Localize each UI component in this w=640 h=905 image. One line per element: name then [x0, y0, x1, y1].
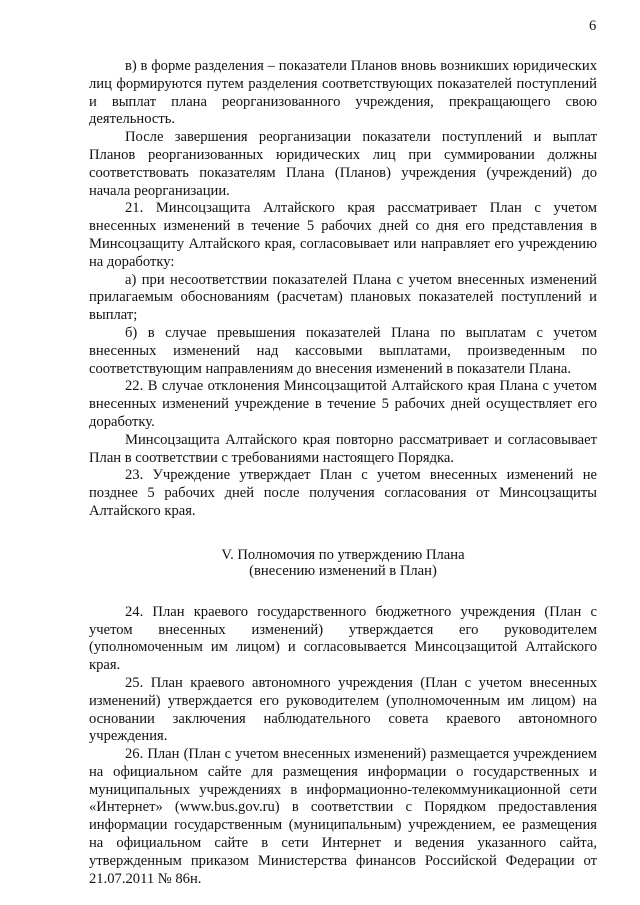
paragraph-21-b: б) в случае превышения показателей Плана по выплатам с учетом внесенных изменений над кассовыми выплатами, произведенным по соответствующим направлениям до внесения изменений в показатели Плана.: [89, 324, 597, 377]
section-title: [89, 547, 597, 580]
section-title-line2: (внесению изменений в План): [249, 563, 437, 580]
paragraph-21-a: а) при несоответствии показателей Плана с учетом внесенных изменений прилагаемым обоснованиям (расчетам) плановых показателей поступлений и выплат;: [89, 271, 597, 324]
paragraph-23: 23. Учреждение утверждает План с учетом внесенных изменений не позднее 5 рабочих дней после получения согласования от Минсоцзащиты Алтайского края.: [89, 467, 597, 519]
page-number: 6: [589, 18, 597, 34]
paragraph-after-reorg: После завершения реорганизации показатели поступлений и выплат Планов реорганизованных юридических лиц при суммировании должны соответствовать показателям Плана (Планов) учреждения (учреждений) до начала реорганизации.: [89, 129, 597, 199]
paragraph-21: 21. Минсоцзащита Алтайского края рассматривает План с учетом внесенных изменений в течение 5 рабочих дней со дня его представления в Минсоцзащиту Алтайского края, согласовывает или направляет его учреждению на доработку:: [89, 200, 597, 270]
paragraph-25: 25. План краевого автономного учреждения (План с учетом внесенных изменений) утверждается его руководителем (уполномоченным им лицом) на основании заключения наблюдательного совета краевого автономного учреждения.: [89, 674, 597, 745]
paragraph-24: 24. План краевого государственного бюджетного учреждения (План с учетом внесенных изменений) утверждается его руководителем (уполномоченным им лицом) и согласовывается Минсоцзащитой Алтайского края.: [89, 603, 597, 674]
paragraph-reorg-division: в) в форме разделения – показатели Планов вновь возникших юридических лиц формируются путем разделения соответствующих показателей поступлений и выплат плана реорганизованного учреждения, прекращающего свою деятельность.: [89, 58, 597, 128]
document-body: [89, 58, 597, 888]
section-title-line1: V. Полномочия по утверждению Плана: [221, 546, 465, 563]
paragraph-26: 26. План (План с учетом внесенных изменений) размещается учреждением на официальном сайте для размещения информации о государственных и муниципальных учреждениях в информационно-телекоммуникационной сети «Интернет» (www.bus.gov.ru) в соответствии с Порядком предоставления информации государственным (муниципальным) учреждением, ее размещения на официальном сайте в сети Интернет и ведения указанного сайта, утвержденным приказом Министерства финансов Российской Федерации от 21.07.2011 № 86н.: [89, 746, 597, 887]
paragraph-22-repeat-review: Минсоцзащита Алтайского края повторно рассматривает и согласовывает План в соответствии с требованиями настоящего Порядка.: [89, 431, 597, 466]
paragraph-22: 22. В случае отклонения Минсоцзащитой Алтайского края Плана с учетом внесенных изменений учреждение в течение 5 рабочих дней осуществляет его доработку.: [89, 378, 597, 430]
